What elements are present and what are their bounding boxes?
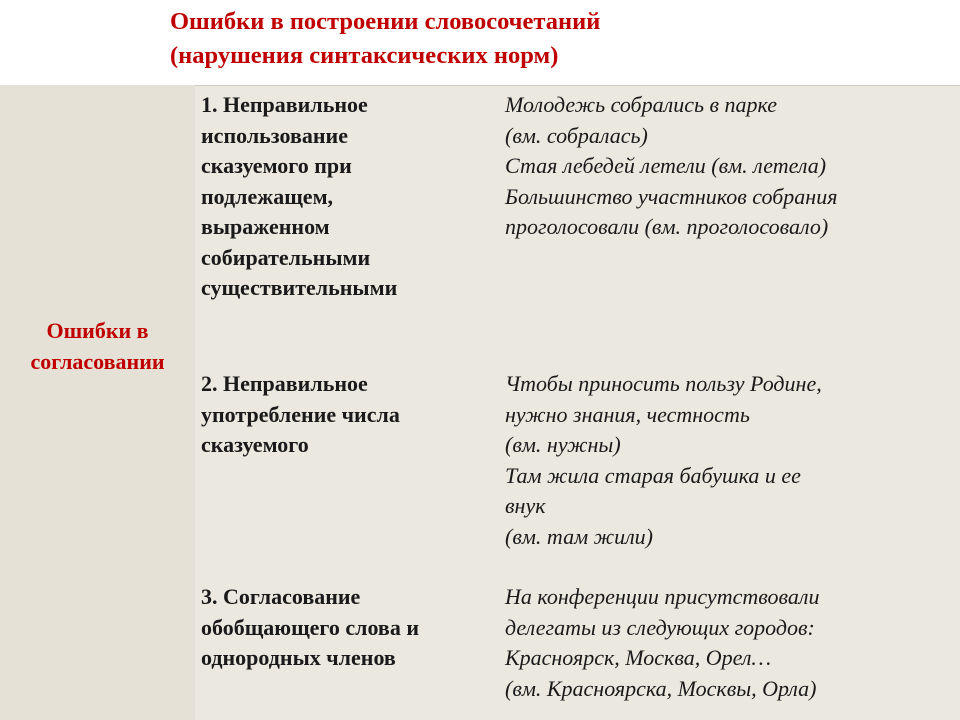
error-type-line: обобщающего слова и xyxy=(201,614,419,640)
examples-cell xyxy=(505,369,955,552)
examples-cell xyxy=(505,582,955,704)
error-type-cell xyxy=(201,90,496,304)
example-line: Большинство участников собрания xyxy=(505,183,838,209)
category-line-2: согласовании xyxy=(30,349,165,374)
example-line: Чтобы приносить пользу Родине, xyxy=(505,371,822,396)
example-line: Молодежь собрались в парке xyxy=(505,92,778,117)
example-line: делегаты из следующих городов: xyxy=(505,614,815,640)
example-line: нужно знания, честность xyxy=(505,401,750,427)
error-type-line: выраженном xyxy=(201,214,330,239)
example-line: (вм. там жили) xyxy=(505,523,653,549)
error-type-line: 3. Согласование xyxy=(201,584,361,609)
error-type-line: собирательными xyxy=(201,244,371,270)
category-label xyxy=(0,315,195,377)
error-type-line: однородных членов xyxy=(201,645,396,670)
example-line: проголосовали (вм. проголосовало) xyxy=(505,214,829,239)
example-line: На конференции присутствовали xyxy=(505,584,820,609)
example-line: Красноярск, Москва, Орел… xyxy=(505,645,772,670)
example-line: внук xyxy=(505,493,546,518)
example-line: Стая лебедей летели (вм. летела) xyxy=(505,153,827,178)
category-line-1: Ошибки в xyxy=(46,318,149,343)
examples-cell xyxy=(505,90,955,243)
category-column xyxy=(0,85,195,720)
title-line-2: (нарушения синтаксических норм) xyxy=(170,42,559,69)
error-type-line: 1. Неправильное xyxy=(201,92,368,117)
error-type-line: подлежащем, xyxy=(201,183,334,209)
page-title xyxy=(170,5,950,73)
example-line: (вм. собралась) xyxy=(505,122,648,148)
example-line: Там жила старая бабушка и ее xyxy=(505,462,801,488)
error-type-cell xyxy=(201,369,496,461)
error-type-line: 2. Неправильное xyxy=(201,371,368,396)
error-type-line: сказуемого при xyxy=(201,153,352,178)
error-type-cell xyxy=(201,582,496,674)
error-type-line: использование xyxy=(201,122,348,148)
error-type-line: употребление числа xyxy=(201,401,400,427)
error-type-line: сказуемого xyxy=(201,432,309,457)
title-line-1: Ошибки в построении словосочетаний xyxy=(170,8,601,35)
example-line: (вм. нужны) xyxy=(505,432,621,457)
error-type-line: существительными xyxy=(201,275,398,300)
example-line: (вм. Красноярска, Москвы, Орла) xyxy=(505,675,817,701)
